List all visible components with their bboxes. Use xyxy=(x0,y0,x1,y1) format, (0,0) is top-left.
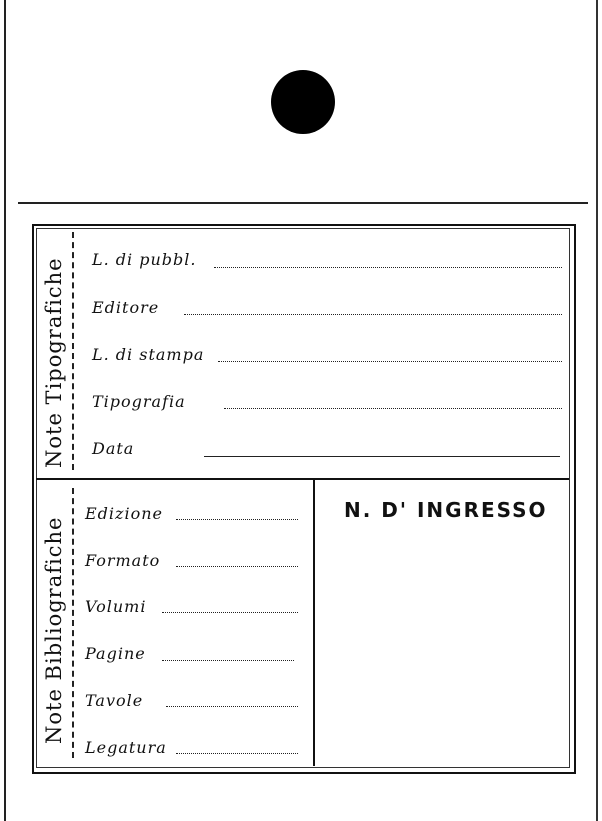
field-tipografia-line[interactable] xyxy=(224,408,562,409)
field-data-line[interactable] xyxy=(204,456,560,457)
field-luogo-pubblicazione-label: L. di pubbl. xyxy=(92,250,197,269)
field-volumi-label: Volumi xyxy=(85,597,147,616)
punch-hole xyxy=(271,70,335,134)
card-right-edge xyxy=(596,0,598,821)
note-tipografiche-heading: Note Tipografiche xyxy=(42,257,66,468)
field-edizione-label: Edizione xyxy=(85,504,163,523)
field-luogo-pubblicazione-line[interactable] xyxy=(214,267,562,268)
field-pagine-line[interactable] xyxy=(162,660,294,661)
card-left-edge xyxy=(4,0,6,821)
field-tavole-line[interactable] xyxy=(166,706,298,707)
field-tavole-label: Tavole xyxy=(85,691,144,710)
field-legatura-line[interactable] xyxy=(176,753,298,754)
field-tipografia-label: Tipografia xyxy=(92,392,186,411)
field-legatura-label: Legatura xyxy=(85,738,167,757)
field-editore-label: Editore xyxy=(92,298,160,317)
field-data-label: Data xyxy=(92,439,135,458)
field-editore-line[interactable] xyxy=(184,314,562,315)
numero-ingresso-label: N. D' INGRESSO xyxy=(344,498,548,522)
field-formato-line[interactable] xyxy=(176,566,298,567)
note-bibliografiche-heading: Note Bibliografiche xyxy=(42,516,66,744)
field-luogo-stampa-label: L. di stampa xyxy=(92,345,205,364)
section-divider xyxy=(36,478,569,480)
field-edizione-line[interactable] xyxy=(176,519,298,520)
vertical-rule-top xyxy=(72,232,74,470)
field-luogo-stampa-line[interactable] xyxy=(218,361,562,362)
field-volumi-line[interactable] xyxy=(162,612,298,613)
fold-line xyxy=(18,202,588,204)
field-formato-label: Formato xyxy=(85,551,161,570)
field-pagine-label: Pagine xyxy=(85,644,146,663)
column-divider xyxy=(313,480,315,766)
vertical-rule-bottom xyxy=(72,488,74,758)
